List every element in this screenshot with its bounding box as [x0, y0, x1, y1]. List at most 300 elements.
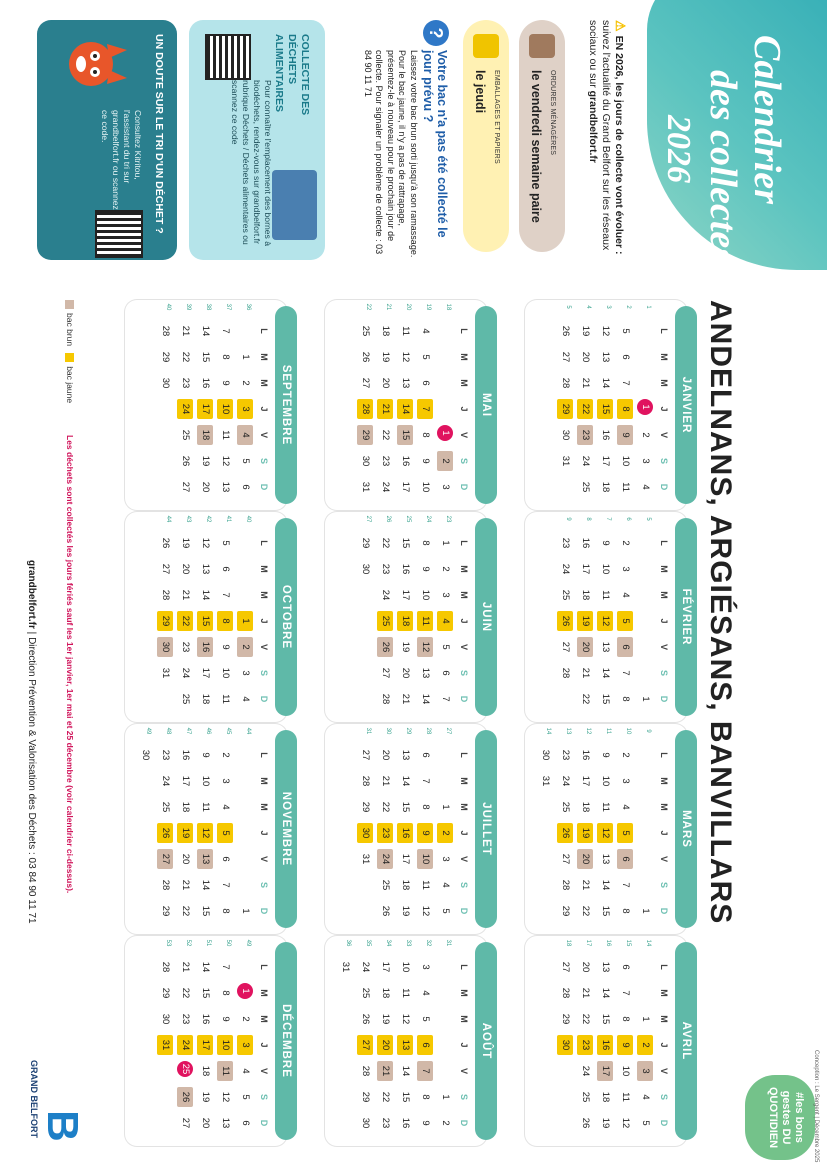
biodechets-box — [189, 20, 325, 260]
weekday-header: L — [459, 328, 469, 334]
calendar-day: 22 — [380, 801, 391, 813]
calendar-day: 15 — [397, 425, 413, 445]
calendar-day: 5 — [640, 1120, 651, 1126]
calendar-day: 2 — [437, 451, 453, 471]
month-calendar — [525, 724, 692, 934]
week-number: 33 — [405, 939, 411, 947]
calendar-day: 8 — [217, 611, 233, 631]
calendar-day: 30 — [160, 1013, 171, 1025]
calendar-day: 10 — [217, 1035, 233, 1055]
weekday-header: D — [259, 907, 269, 915]
month-calendar — [325, 724, 492, 934]
calendar-day: 8 — [420, 540, 431, 546]
calendar-day: 8 — [220, 354, 231, 360]
calendar-day: 15 — [600, 693, 611, 705]
week-number: 31 — [365, 727, 371, 735]
legend-yellow-swatch — [65, 353, 74, 362]
calendar-day: 3 — [440, 856, 451, 862]
week-number: 7 — [605, 517, 611, 521]
calendar-day: 24 — [377, 849, 393, 869]
calendar-day: 27 — [180, 481, 191, 493]
week-number: 27 — [365, 515, 371, 523]
ordures-day: le vendredi semaine paire — [529, 70, 543, 223]
legend-brown: bac brun — [65, 313, 75, 347]
weekday-header: M — [459, 777, 469, 785]
calendar-day: 17 — [200, 667, 211, 679]
calendar-day: 26 — [380, 905, 391, 917]
question-title: Votre bac n'a pas été collecté le jour prévu ? — [421, 50, 449, 238]
calendar-day: 6 — [440, 670, 451, 676]
calendar-day: 20 — [577, 637, 593, 657]
calendar-day: 4 — [420, 328, 431, 334]
calendar-day: 6 — [420, 752, 431, 758]
calendar-day: 27 — [560, 853, 571, 865]
calendar-day: 13 — [600, 641, 611, 653]
logo-letter: B — [38, 1110, 87, 1142]
calendar-day: 9 — [420, 1120, 431, 1126]
calendar-day: 11 — [420, 880, 431, 890]
calendar-day: 14 — [600, 987, 611, 999]
calendar-day: 8 — [620, 908, 631, 914]
footer-dept: Direction Prévention & Valorisation des Déchets : — [26, 637, 37, 855]
calendar-day: 18 — [180, 801, 191, 813]
weekday-header: L — [659, 752, 669, 758]
week-number: 20 — [405, 303, 411, 311]
fox-mascot-icon — [59, 34, 129, 94]
calendar-day: 26 — [560, 325, 571, 337]
calendar-day: 30 — [560, 429, 571, 441]
calendar-day: 27 — [560, 961, 571, 973]
calendar-day: 24 — [177, 1035, 193, 1055]
calendar-day: 10 — [417, 849, 433, 869]
week-number: 19 — [425, 303, 431, 311]
calendar-day: 21 — [377, 399, 393, 419]
week-number: 4 — [585, 305, 591, 309]
weekday-header: M — [259, 989, 269, 997]
weekday-header: J — [659, 618, 669, 624]
weekday-header: V — [259, 855, 269, 862]
footer-site[interactable]: grandbelfort.fr — [26, 560, 37, 629]
weekday-header: M — [659, 1015, 669, 1023]
calendar-day: 5 — [617, 823, 633, 843]
calendar-day: 12 — [200, 537, 211, 549]
calendar-day: 9 — [220, 644, 231, 650]
weekday-header: D — [259, 695, 269, 703]
calendar-day: 27 — [360, 377, 371, 389]
month-name: JUILLET — [475, 730, 497, 928]
calendar-day: 20 — [200, 481, 211, 493]
calendar-day: 3 — [640, 458, 651, 464]
calendar-day: 9 — [417, 823, 433, 843]
calendar-day: 10 — [220, 667, 231, 679]
week-number: 52 — [185, 939, 191, 947]
calendar-day: 28 — [160, 961, 171, 973]
week-number: 23 — [445, 515, 451, 523]
calendar-day: 3 — [637, 1061, 653, 1081]
week-number: 9 — [645, 729, 651, 733]
weekday-header: S — [659, 669, 669, 676]
calendar-day: 18 — [200, 1065, 211, 1077]
calendar-day: 2 — [437, 823, 453, 843]
calendar-day: 7 — [417, 399, 433, 419]
calendar-day: 9 — [220, 380, 231, 386]
calendar-day: 17 — [597, 1061, 613, 1081]
week-number: 40 — [165, 303, 171, 311]
calendar-day: 23 — [380, 455, 391, 467]
weekday-header: J — [459, 406, 469, 412]
warning-text — [586, 20, 627, 260]
calendar-day: 5 — [217, 823, 233, 843]
ordures-pill — [519, 20, 565, 252]
weekday-header: D — [459, 695, 469, 703]
weekday-header: S — [259, 1093, 269, 1100]
calendar-day: 8 — [620, 696, 631, 702]
calendar-day: 11 — [400, 326, 411, 336]
month-calendar — [125, 512, 292, 722]
calendar-day: 17 — [600, 455, 611, 467]
calendar-day: 3 — [237, 1035, 253, 1055]
calendar-day: 3 — [220, 778, 231, 784]
calendar-day: 6 — [220, 566, 231, 572]
calendar-day: 21 — [400, 693, 411, 705]
calendar-day: 29 — [160, 987, 171, 999]
calendar-day: 3 — [240, 670, 251, 676]
week-number: 44 — [165, 515, 171, 523]
calendar-day: 20 — [577, 849, 593, 869]
calendar-day: 1 — [440, 804, 451, 810]
calendar-day: 1 — [640, 1016, 651, 1022]
week-number: 41 — [225, 515, 231, 523]
week-number: 27 — [445, 727, 451, 735]
calendar-day: 20 — [580, 961, 591, 973]
calendar-day: 26 — [177, 1087, 193, 1107]
week-number: 26 — [385, 515, 391, 523]
warning-link[interactable]: grandbelfort.fr — [587, 90, 599, 163]
calendar-day: 3 — [440, 592, 451, 598]
calendar-day: 28 — [360, 775, 371, 787]
calendar-day: 26 — [160, 537, 171, 549]
week-number: 39 — [185, 303, 191, 311]
calendar-day: 1 — [640, 696, 651, 702]
calendar-day: 17 — [400, 853, 411, 865]
weekday-header: M — [259, 565, 269, 573]
calendar-day: 24 — [180, 667, 191, 679]
calendar-day: 18 — [200, 693, 211, 705]
qr-code-icon[interactable] — [205, 34, 251, 80]
calendar-day: 21 — [580, 987, 591, 999]
calendar-day: 14 — [420, 693, 431, 705]
weekday-header: L — [459, 752, 469, 758]
weekday-header: S — [459, 881, 469, 888]
calendar-day: 7 — [620, 990, 631, 996]
month-name: SEPTEMBRE — [275, 306, 297, 504]
calendar-day: 31 — [157, 1035, 173, 1055]
weekday-header: L — [459, 964, 469, 970]
week-number: 17 — [585, 939, 591, 947]
calendar-day: 4 — [440, 882, 451, 888]
calendar-day: 10 — [620, 455, 631, 467]
weekday-header: J — [459, 830, 469, 836]
footer — [26, 560, 37, 924]
calendar-day: 17 — [380, 961, 391, 973]
calendar-day: 16 — [200, 1013, 211, 1025]
calendar-day: 15 — [400, 537, 411, 549]
week-number: 24 — [425, 515, 431, 523]
weekday-header: J — [659, 406, 669, 412]
month-calendar — [325, 936, 492, 1146]
calendar-day: 10 — [600, 775, 611, 787]
calendar-day: 25 — [380, 879, 391, 891]
calendar-day: 23 — [180, 641, 191, 653]
weekday-header: V — [259, 431, 269, 438]
copyright: Conception : Le Sergent | Décembre 2025 — [813, 1050, 819, 1163]
calendar-day: 8 — [420, 804, 431, 810]
week-number: 13 — [565, 727, 571, 735]
calendar-day: 11 — [600, 802, 611, 812]
weekday-header: M — [659, 379, 669, 387]
calendar-day: 14 — [397, 399, 413, 419]
calendar-day: 11 — [600, 590, 611, 600]
calendar-day: 20 — [400, 667, 411, 679]
weekday-header: J — [259, 830, 269, 836]
week-number: 1 — [645, 305, 651, 309]
holiday-note: Les déchets sont collectés les jours fériés sauf les 1er janvier, 1er mai et 25 décembre (voir calendrier ci-dessus). — [65, 435, 75, 894]
calendar-day: 7 — [620, 670, 631, 676]
calendar-day: 15 — [600, 905, 611, 917]
calendar-day: 29 — [357, 425, 373, 445]
calendar-day: 21 — [377, 1061, 393, 1081]
weekday-header: L — [459, 540, 469, 546]
calendar-day: 7 — [220, 592, 231, 598]
calendar-day: 22 — [380, 537, 391, 549]
calendar-day: 14 — [200, 879, 211, 891]
calendar-day: 27 — [560, 351, 571, 363]
calendar-day: 23 — [180, 377, 191, 389]
month-calendar — [525, 936, 692, 1146]
calendar-day: 25 — [560, 801, 571, 813]
calendar-day: 12 — [600, 325, 611, 337]
calendar-day: 19 — [577, 823, 593, 843]
logo-text: GRAND BELFORT — [29, 1060, 39, 1138]
calendar-day: 7 — [220, 882, 231, 888]
calendar-day: 25 — [177, 1061, 193, 1077]
calendar-day: 18 — [197, 425, 213, 445]
calendar-day: 19 — [177, 823, 193, 843]
calendar-day: 19 — [200, 455, 211, 467]
calendar-day: 13 — [220, 481, 231, 493]
calendar-day: 3 — [237, 399, 253, 419]
calendar-day: 19 — [577, 611, 593, 631]
weekday-header: S — [659, 1093, 669, 1100]
footer-sep: | — [26, 631, 37, 635]
calendar-day: 12 — [220, 455, 231, 467]
calendar-day: 9 — [600, 540, 611, 546]
calendar-day: 8 — [220, 990, 231, 996]
weekday-header: M — [259, 1015, 269, 1023]
week-number: 44 — [245, 727, 251, 735]
calendar-day: 25 — [360, 987, 371, 999]
week-number: 29 — [405, 727, 411, 735]
legend — [65, 300, 75, 403]
calendar-day: 9 — [600, 752, 611, 758]
weekday-header: L — [659, 540, 669, 546]
weekday-header: M — [259, 803, 269, 811]
calendar-day: 31 — [540, 775, 551, 787]
calendar-day: 31 — [560, 455, 571, 467]
calendar-day: 2 — [620, 752, 631, 758]
calendar-day: 10 — [620, 1065, 631, 1077]
calendar-day: 5 — [440, 644, 451, 650]
week-number: 25 — [405, 515, 411, 523]
calendar-day: 14 — [400, 775, 411, 787]
weekday-header: D — [659, 483, 669, 491]
month-calendar — [325, 300, 492, 510]
calendar-day: 20 — [180, 563, 191, 575]
warning-body: suivez l'actualité du Grand Belfort sur les réseaux sociaux ou sur — [587, 20, 612, 251]
yellow-bin-icon — [473, 34, 499, 58]
calendar-day: 18 — [600, 481, 611, 493]
month-name: OCTOBRE — [275, 518, 297, 716]
calendar-day: 1 — [437, 425, 453, 441]
week-number: 5 — [645, 517, 651, 521]
weekday-header: J — [659, 1042, 669, 1048]
calendar-day: 1 — [440, 1094, 451, 1100]
weekday-header: M — [659, 989, 669, 997]
weekday-header: J — [659, 830, 669, 836]
calendar-day: 12 — [417, 637, 433, 657]
calendar-day: 9 — [200, 752, 211, 758]
calendar-day: 20 — [380, 749, 391, 761]
calendar-day: 4 — [640, 1094, 651, 1100]
left-panel — [0, 0, 827, 270]
calendar-day: 15 — [597, 399, 613, 419]
calendar-day: 28 — [357, 399, 373, 419]
calendar-day: 22 — [180, 351, 191, 363]
calendar-day: 4 — [220, 804, 231, 810]
weekday-header: D — [259, 1119, 269, 1127]
calendar-day: 23 — [160, 749, 171, 761]
calendar-day: 14 — [400, 1065, 411, 1077]
calendar-day: 22 — [580, 693, 591, 705]
tri-box — [37, 20, 177, 260]
calendar-day: 23 — [377, 823, 393, 843]
calendar-day: 26 — [557, 823, 573, 843]
week-number: 36 — [345, 939, 351, 947]
week-number: 45 — [225, 727, 231, 735]
calendar-day: 3 — [620, 566, 631, 572]
bons-gestes-badge: #les bons gestes DU QUOTIDIEN — [745, 1075, 815, 1160]
calendar-day: 23 — [560, 749, 571, 761]
calendar-day: 15 — [197, 611, 213, 631]
calendar-day: 29 — [160, 351, 171, 363]
week-number: 14 — [545, 727, 551, 735]
calendar-day: 2 — [440, 1120, 451, 1126]
week-number: 42 — [205, 515, 211, 523]
weekday-header: M — [459, 565, 469, 573]
weekday-header: V — [459, 855, 469, 862]
calendar-day: 17 — [197, 399, 213, 419]
calendar-day: 22 — [380, 1091, 391, 1103]
calendar-day: 27 — [380, 667, 391, 679]
calendar-day: 8 — [420, 432, 431, 438]
week-number: 9 — [565, 517, 571, 521]
month-calendar — [525, 512, 692, 722]
emballages-pill — [463, 20, 509, 252]
weekday-header: L — [259, 752, 269, 758]
calendar-day: 17 — [580, 563, 591, 575]
calendar-day: 23 — [577, 1035, 593, 1055]
calendar-day: 12 — [400, 351, 411, 363]
calendar-day: 10 — [600, 563, 611, 575]
calendar-day: 29 — [160, 905, 171, 917]
week-number: 18 — [565, 939, 571, 947]
emballages-day: le jeudi — [473, 70, 487, 114]
calendar-day: 21 — [180, 961, 191, 973]
calendar-day: 16 — [200, 377, 211, 389]
calendar-day: 11 — [200, 802, 211, 812]
calendar-day: 25 — [560, 589, 571, 601]
weekday-header: S — [659, 881, 669, 888]
weekday-header: M — [459, 803, 469, 811]
calendar-day: 11 — [220, 430, 231, 440]
week-number: 36 — [245, 303, 251, 311]
calendar-day: 21 — [180, 325, 191, 337]
calendar-day: 21 — [180, 589, 191, 601]
weekday-header: V — [459, 1067, 469, 1074]
weekday-header: V — [459, 643, 469, 650]
warning-bold: les jours de collecte vont évoluer : — [613, 82, 625, 255]
ordures-label: ORDURES MÉNAGÈRES — [549, 70, 556, 156]
calendar-day: 28 — [160, 589, 171, 601]
calendar-day: 2 — [640, 432, 651, 438]
calendar-day: 6 — [417, 1035, 433, 1055]
calendar-day: 12 — [400, 1013, 411, 1025]
weekday-header: S — [459, 457, 469, 464]
calendar-day: 22 — [180, 905, 191, 917]
calendar-day: 19 — [380, 1013, 391, 1025]
brown-bin-icon — [529, 34, 555, 58]
week-number: 47 — [185, 727, 191, 735]
calendar-day: 2 — [240, 1016, 251, 1022]
calendar-day: 11 — [400, 988, 411, 998]
month-name: FÉVRIER — [675, 518, 697, 716]
calendar-day: 19 — [380, 351, 391, 363]
weekday-header: V — [659, 1067, 669, 1074]
calendar-day: 31 — [160, 667, 171, 679]
weekday-header: M — [459, 1015, 469, 1023]
calendar-day: 5 — [420, 354, 431, 360]
calendar-day: 15 — [200, 351, 211, 363]
weekday-header: V — [259, 643, 269, 650]
qr-code-icon[interactable] — [95, 210, 143, 258]
calendar-day: 3 — [420, 964, 431, 970]
week-number: 10 — [625, 727, 631, 735]
calendar-day: 12 — [420, 905, 431, 917]
weekday-header: D — [259, 483, 269, 491]
calendar-day: 5 — [440, 908, 451, 914]
calendar-day: 4 — [620, 804, 631, 810]
calendar-day: 9 — [617, 1035, 633, 1055]
month-name: JUIN — [475, 518, 497, 716]
week-number: 32 — [425, 939, 431, 947]
month-calendar — [525, 300, 692, 510]
month-calendar — [125, 724, 292, 934]
calendar-day: 1 — [240, 908, 251, 914]
calendar-day: 20 — [377, 1035, 393, 1055]
calendar-day: 13 — [400, 377, 411, 389]
calendar-day: 16 — [180, 749, 191, 761]
month-calendar — [325, 512, 492, 722]
